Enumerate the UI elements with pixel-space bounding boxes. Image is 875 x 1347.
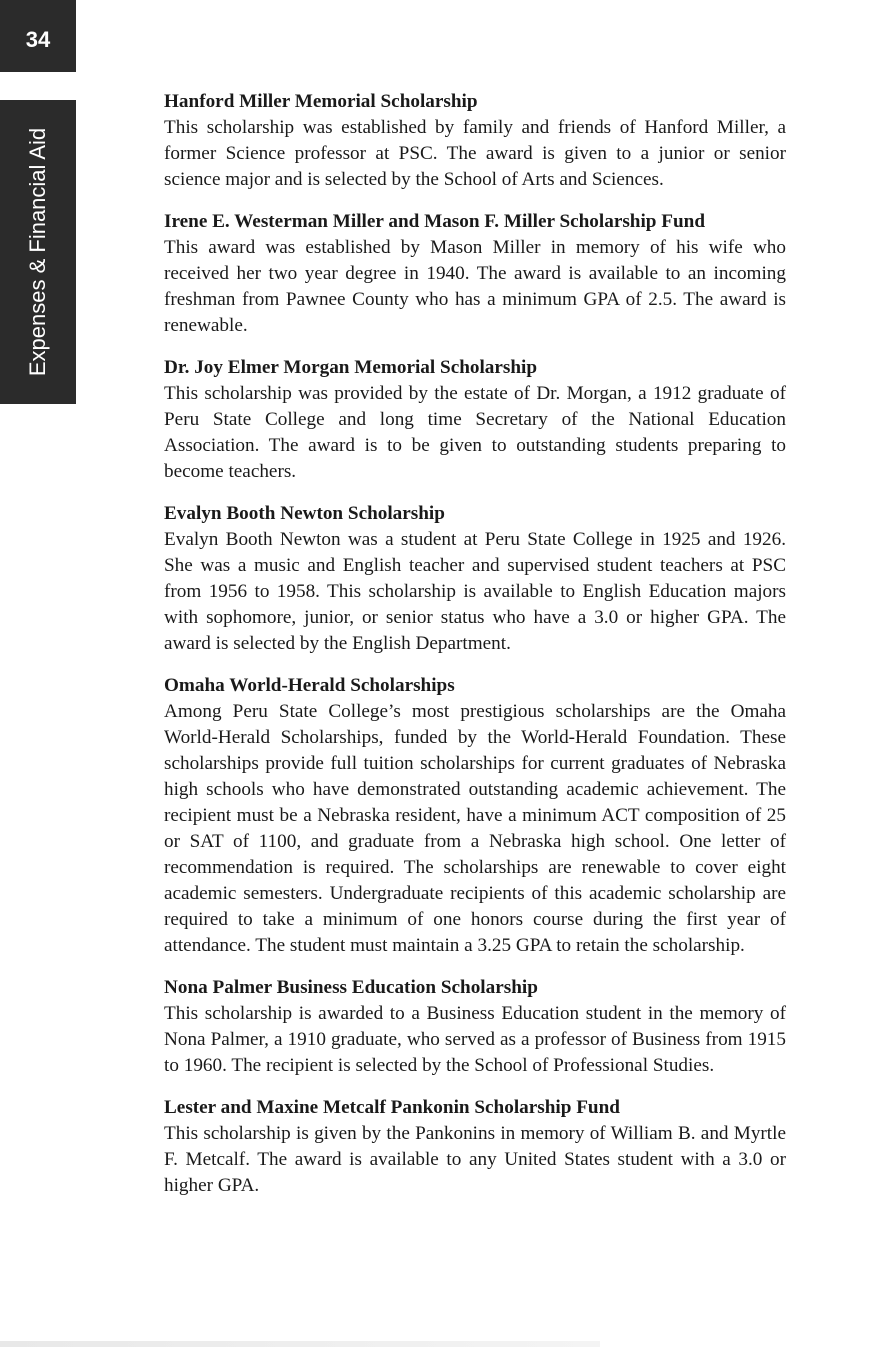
- page-bottom-edge: [0, 1341, 600, 1347]
- scholarship-title: Irene E. Westerman Miller and Mason F. Miller Scholarship Fund: [164, 211, 706, 232]
- scholarship-title: Hanford Miller Memorial Scholarship: [164, 91, 478, 112]
- scholarship-description: This scholarship was provided by the estate of Dr. Morgan, a 1912 graduate of Peru State College and long time Secretary of the National Education Association. The award is to be given to outstanding students preparing to become teachers.: [164, 383, 786, 482]
- scholarship-list: [164, 89, 786, 1215]
- scholarship-entry: [164, 1095, 786, 1199]
- scholarship-description: This scholarship was established by family and friends of Hanford Miller, a former Science professor at PSC. The award is given to a junior or senior science major and is selected by the School of Arts and Sciences.: [164, 117, 786, 190]
- scholarship-entry: [164, 673, 786, 959]
- page-number: 34: [25, 27, 51, 52]
- scholarship-title: Nona Palmer Business Education Scholarship: [164, 977, 538, 998]
- scholarship-title: Dr. Joy Elmer Morgan Memorial Scholarship: [164, 357, 538, 378]
- scholarship-description: This scholarship is given by the Pankonins in memory of William B. and Myrtle F. Metcalf. The award is available to any United States student with a 3.0 or higher GPA.: [164, 1123, 786, 1196]
- scholarship-title: Evalyn Booth Newton Scholarship: [164, 503, 445, 524]
- scholarship-title: Lester and Maxine Metcalf Pankonin Scholarship Fund: [164, 1097, 620, 1118]
- scholarship-description: Evalyn Booth Newton was a student at Peru State College in 1925 and 1926. She was a music and English teacher and supervised student teachers at PSC from 1956 to 1958. This scholarship is available to English Education majors with sophomore, junior, or senior status who have a 3.0 or higher GPA. The award is selected by the English Department.: [164, 529, 786, 654]
- scholarship-description: Among Peru State College’s most prestigious scholarships are the Omaha World-Herald Scholarships, funded by the World-Herald Foundation. These scholarships provide full tuition scholarships for current graduates of Nebraska high schools who have demonstrated outstanding academic achievement. The recipient must be a Nebraska resident, have a minimum ACT composition of 25 or SAT of 1100, and graduate from a Nebraska high school. One letter of recommendation is required. The scholarships are renewable to cover eight academic semesters. Undergraduate recipients of this academic scholarship are required to take a minimum of one honors course during the first year of attendance. The student must maintain a 3.25 GPA to retain the scholarship.: [164, 701, 786, 956]
- page-number-tab: [0, 0, 76, 72]
- section-label: Expenses & Financial Aid: [25, 127, 50, 377]
- scholarship-title: Omaha World-Herald Scholarships: [164, 675, 455, 696]
- scholarship-entry: [164, 501, 786, 657]
- scholarship-entry: [164, 209, 786, 339]
- scholarship-description: This award was established by Mason Miller in memory of his wife who received her two year degree in 1940. The award is available to an incoming freshman from Pawnee County who has a minimum GPA of 2.5. The award is renewable.: [164, 237, 786, 336]
- scholarship-entry: [164, 89, 786, 193]
- scholarship-entry: [164, 355, 786, 485]
- scholarship-description: This scholarship is awarded to a Business Education student in the memory of Nona Palmer, a 1910 graduate, who served as a professor of Business from 1915 to 1960. The recipient is selected by the School of Professional Studies.: [164, 1003, 786, 1076]
- scholarship-entry: [164, 975, 786, 1079]
